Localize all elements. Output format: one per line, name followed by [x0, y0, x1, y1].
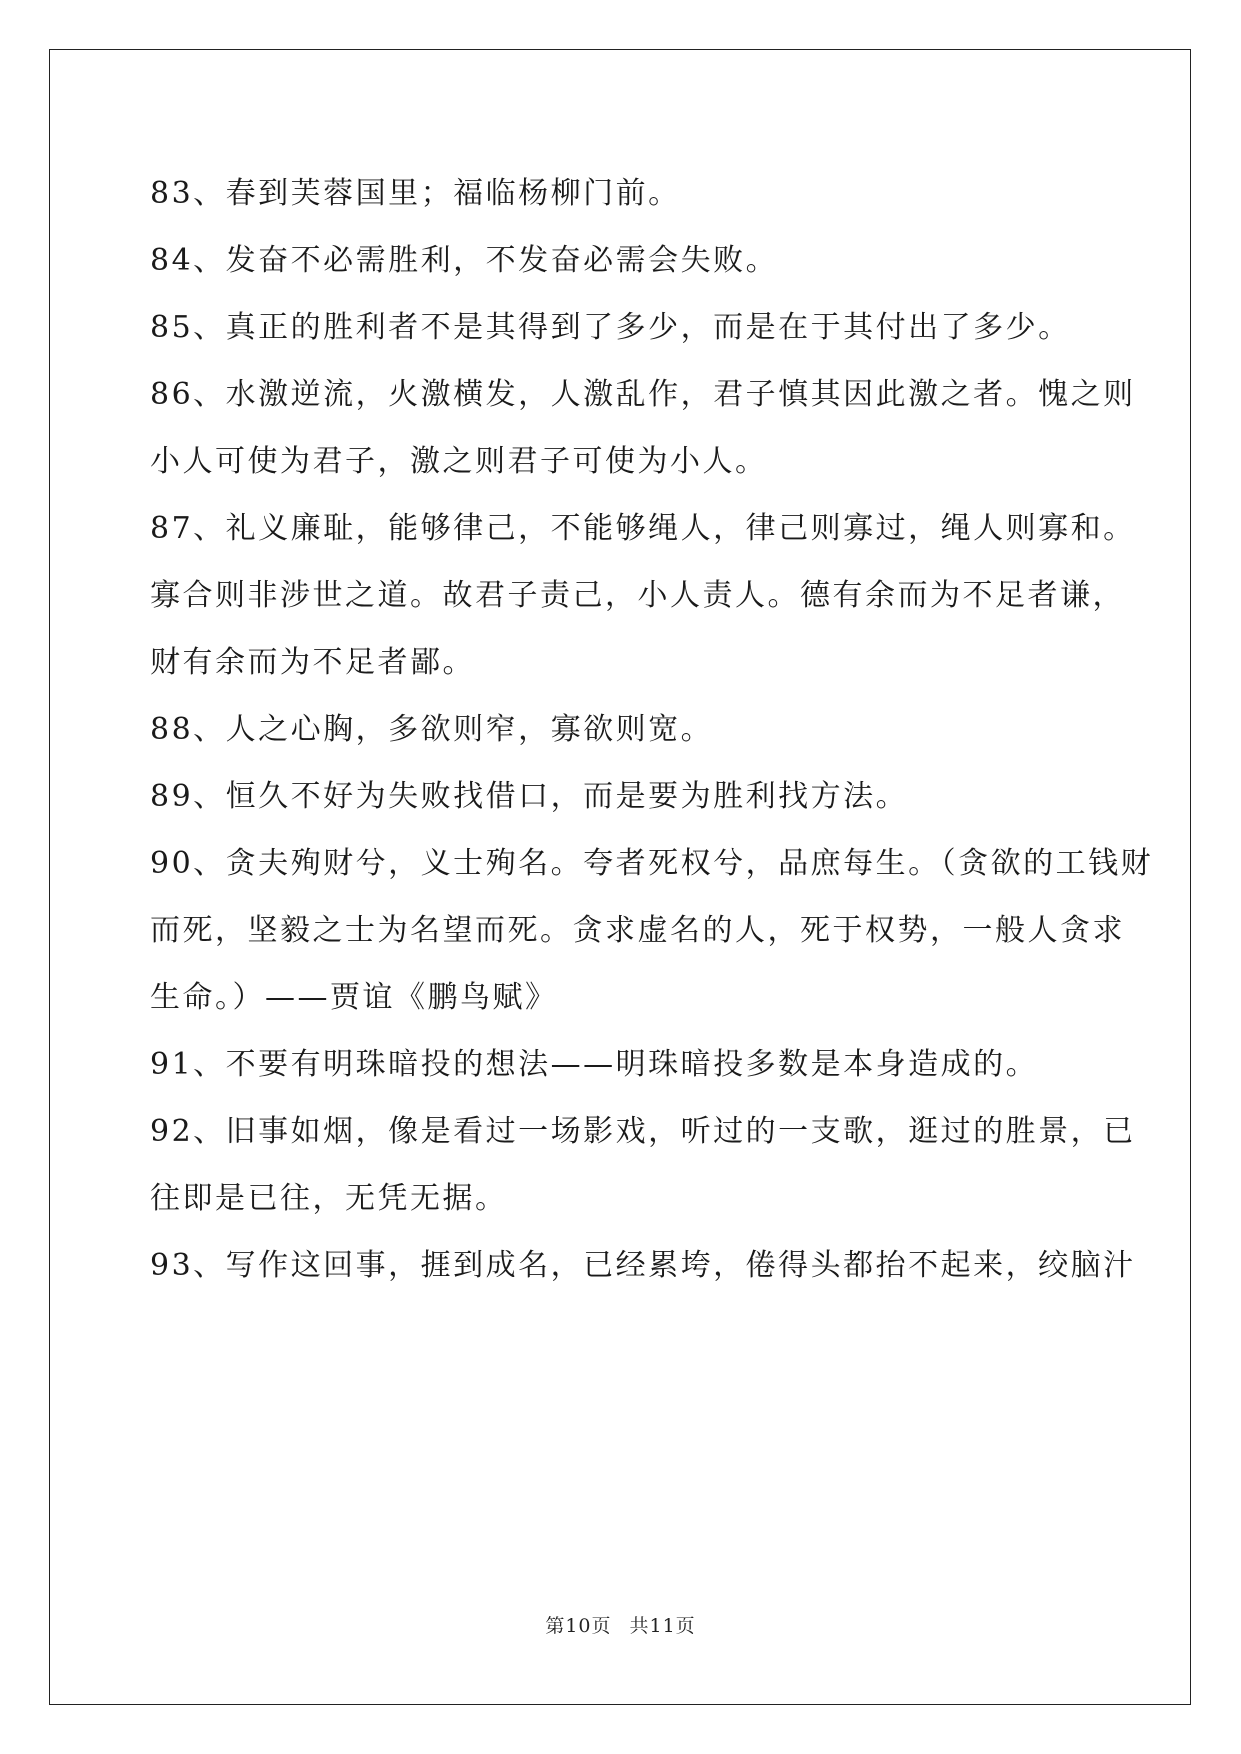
document-body	[150, 160, 1154, 1299]
text-line: 84、发奋不必需胜利，不发奋必需会失败。	[150, 243, 779, 278]
text-line: 财有余而为不足者鄙。	[150, 645, 475, 680]
text-line: 87、礼义廉耻，能够律己，不能够绳人，律己则寡过，绳人则寡和。	[150, 511, 1136, 546]
text-line: 83、春到芙蓉国里；福临杨柳门前。	[150, 176, 681, 211]
text-line: 85、真正的胜利者不是其得到了多少，而是在于其付出了多少。	[150, 310, 1071, 345]
text-line: 88、人之心胸，多欲则窄，寡欲则宽。	[150, 712, 714, 747]
text-line: 89、恒久不好为失败找借口，而是要为胜利找方法。	[150, 779, 909, 814]
text-line: 86、水激逆流，火激横发，人激乱作，君子慎其因此激之者。愧之则	[150, 377, 1136, 412]
text-line: 91、不要有明珠暗投的想法——明珠暗投多数是本身造成的。	[150, 1047, 1039, 1082]
text-line: 而死，坚毅之士为名望而死。贪求虚名的人，死于权势，一般人贪求	[150, 913, 1125, 948]
text-line: 生命。）——贾谊《鹏鸟赋》	[150, 980, 558, 1015]
text-line: 往即是已往，无凭无据。	[150, 1181, 508, 1216]
text-line: 90、贪夫殉财兮，义士殉名。夸者死权兮，品庶每生。（贪欲的工钱财	[150, 846, 1154, 881]
text-line: 小人可使为君子，激之则君子可使为小人。	[150, 444, 768, 479]
page-footer	[0, 1611, 1241, 1638]
text-line: 93、写作这回事，捱到成名，已经累垮，倦得头都抬不起来，绞脑汁	[150, 1248, 1136, 1283]
text-line: 92、旧事如烟，像是看过一场影戏，听过的一支歌，逛过的胜景，已	[150, 1114, 1136, 1149]
text-line: 寡合则非涉世之道。故君子责己，小人责人。德有余而为不足者谦，	[150, 578, 1125, 613]
total-pages-indicator: 共11页	[629, 1615, 696, 1637]
current-page-indicator: 第10页	[545, 1615, 612, 1637]
